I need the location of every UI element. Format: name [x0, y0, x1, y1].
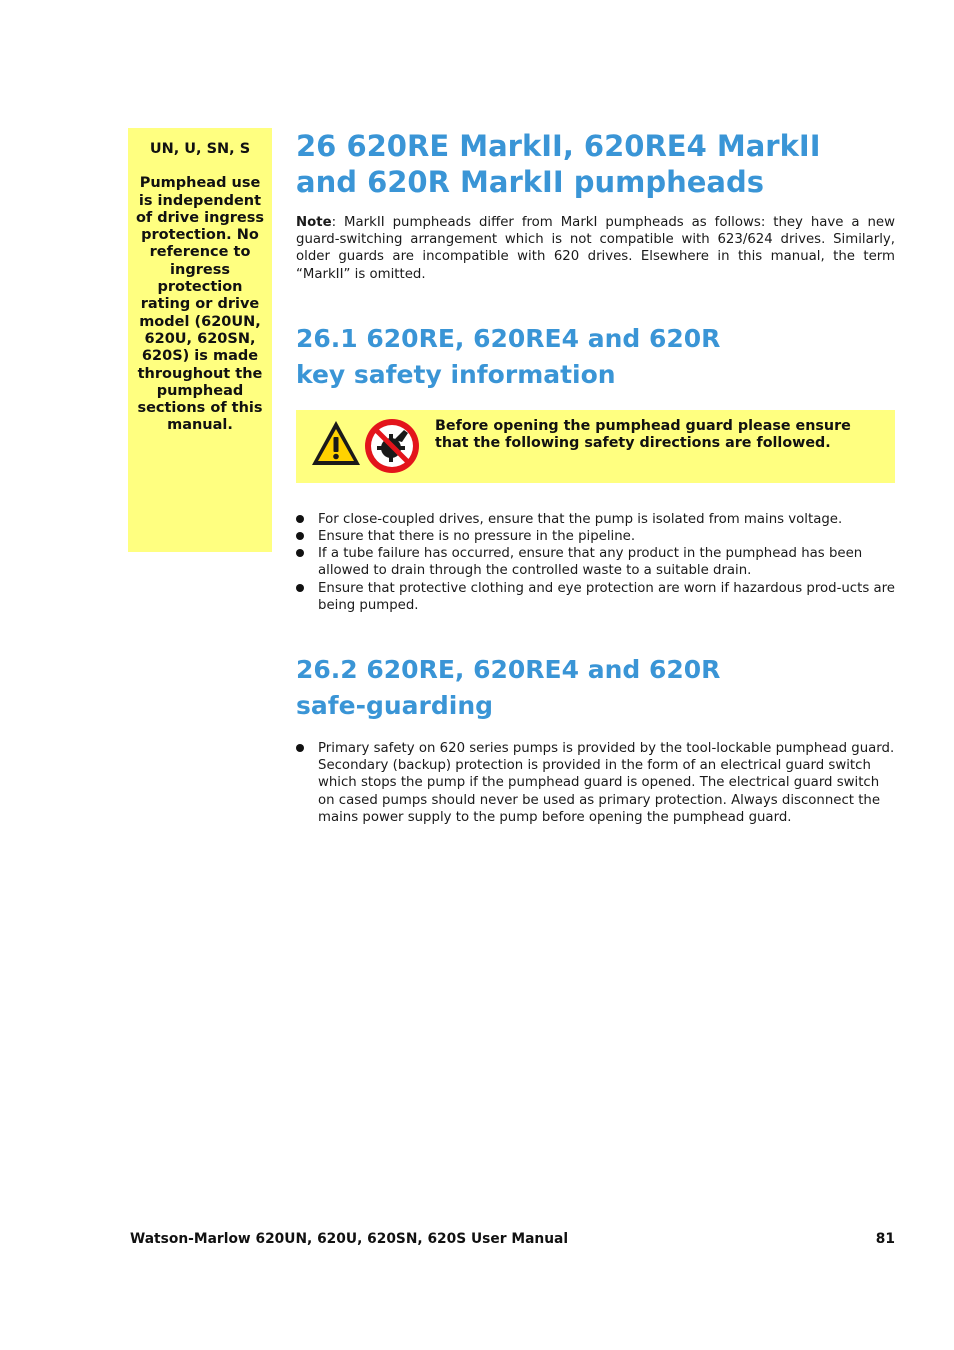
bullet-dot — [296, 532, 304, 540]
sidebar-note-text: Pumphead use is independent of drive ingress protection. No reference to ingress protection rating or drive model (620UN, 620U, 620SN, 620S) is made throughout the pumphead sections of this manual. — [135, 175, 265, 434]
subsection-1-title-line-2: key safety information — [296, 359, 616, 389]
subsection-title-safe-guarding — [296, 652, 895, 724]
section-title — [296, 128, 895, 200]
markii-note — [296, 214, 895, 283]
subsection-2-title-line-1: 26.2 620RE, 620RE4 and 620R — [296, 655, 721, 685]
safety-warning-box — [296, 410, 895, 483]
safe-guarding-bullet-list — [296, 740, 895, 826]
bullet-dot — [296, 549, 304, 557]
warning-text: Before opening the pumphead guard please ensure that the following safety directions are followed. — [435, 417, 851, 452]
sidebar-heading: UN, U, SN, S — [149, 141, 251, 157]
subsection-title-key-safety — [296, 321, 895, 393]
main-content — [296, 128, 895, 826]
section-title-line-1: 26 620RE MarkII, 620RE4 MarkII — [296, 129, 821, 163]
no-hands-prohibition-icon — [364, 418, 420, 474]
list-item: Ensure that there is no pressure in the pipeline. — [296, 528, 895, 545]
page-footer — [130, 1231, 895, 1248]
page-number: 81 — [875, 1231, 895, 1247]
bullet-dot — [296, 744, 304, 752]
note-text: : MarkII pumpheads differ from MarkI pumpheads as follows: they have a new guard-switching arrangement which is not compatible with 623/624 drives. Similarly, older guards are incompatible with 620 drives. Elsewhere in this manual, the term “MarkII” is omitted. — [296, 215, 895, 282]
list-item: If a tube failure has occurred, ensure that any product in the pumphead has been allowed to drain through the controlled waste to a suitable drain. — [296, 545, 895, 579]
list-item: Primary safety on 620 series pumps is provided by the tool-lockable pumphead guard. Secondary (backup) protection is provided in the form of an electrical guard switch which stops the pump if the pumphead guard is opened. The electrical guard switch on cased pumps should never be used as primary protection. Always disconnect the mains power supply to the pump before opening the pumphead guard. — [296, 740, 895, 826]
list-item: For close-coupled drives, ensure that the pump is isolated from mains voltage. — [296, 511, 895, 528]
warning-triangle-icon — [309, 418, 363, 468]
subsection-1-title-line-1: 26.1 620RE, 620RE4 and 620R — [296, 323, 721, 353]
safety-bullet-list — [296, 511, 895, 614]
bullet-dot — [296, 515, 304, 523]
footer-manual-title: Watson-Marlow 620UN, 620U, 620SN, 620S User Manual — [130, 1231, 569, 1247]
subsection-2-title-line-2: safe-guarding — [296, 691, 494, 721]
section-title-line-2: and 620R MarkII pumpheads — [296, 165, 765, 199]
list-item: Ensure that protective clothing and eye protection are worn if hazardous prod-ucts are being pumped. — [296, 580, 895, 614]
note-label: Note — [296, 215, 332, 230]
bullet-dot — [296, 584, 304, 592]
sidebar-note — [128, 128, 272, 552]
